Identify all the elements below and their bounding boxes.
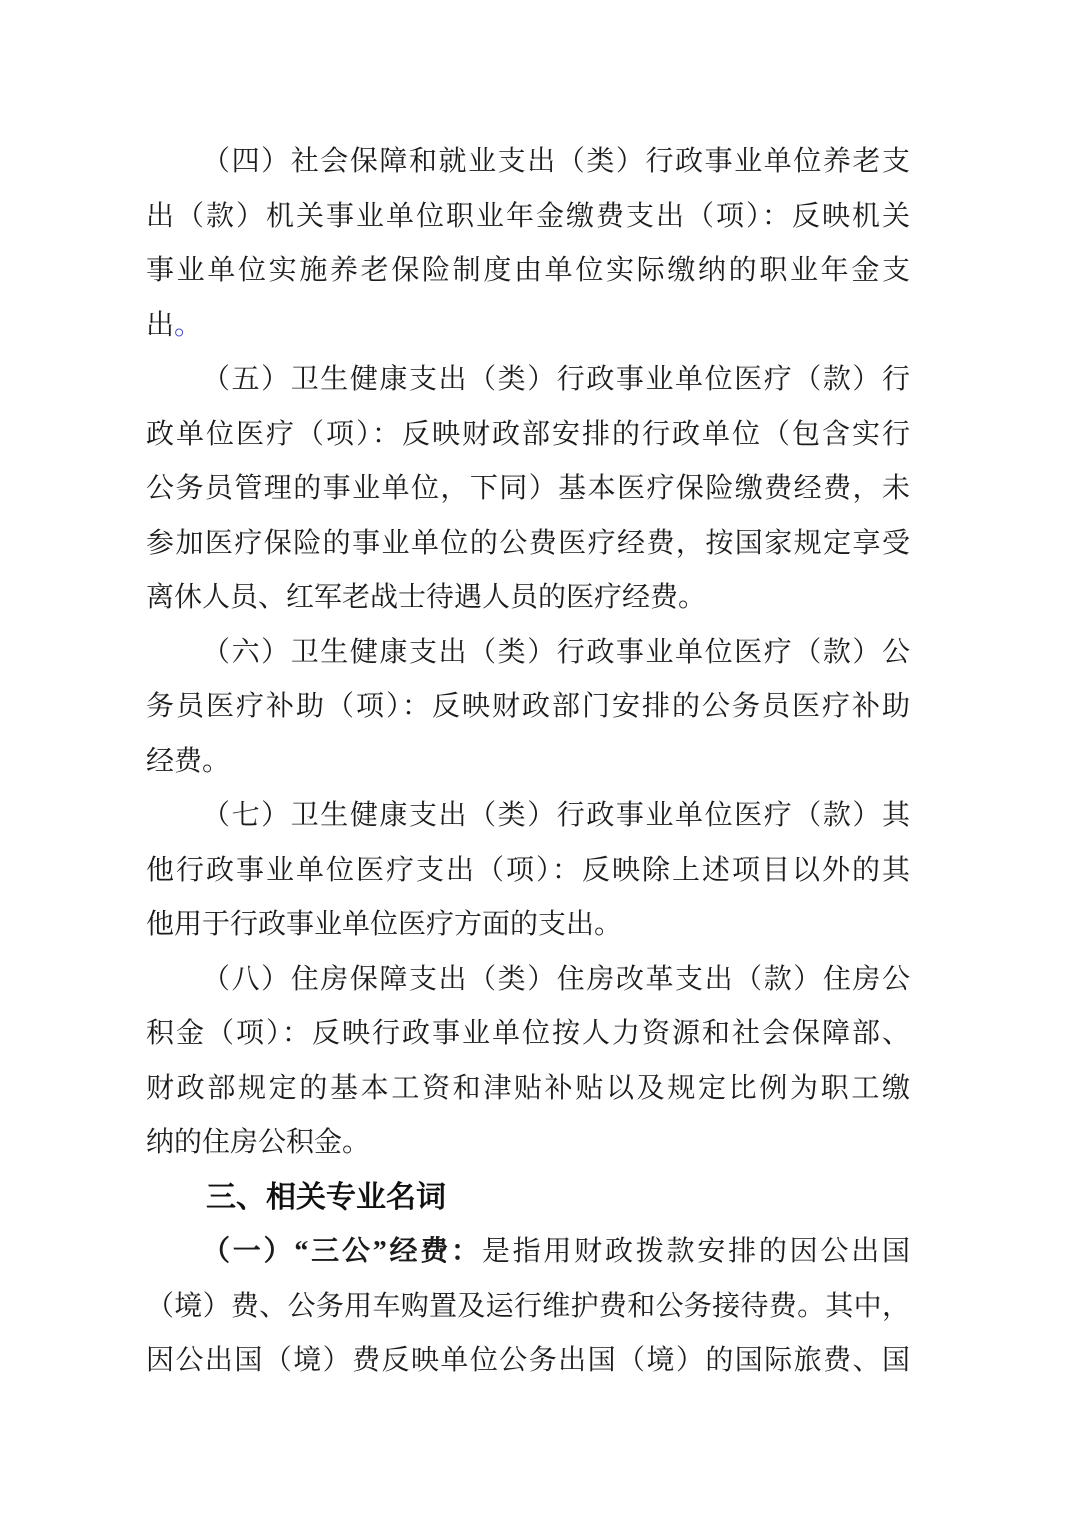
text-line: 他用于行政事业单位医疗方面的支出。 [146,909,623,940]
text-line: （八）住房保障支出（类）住房改革支出（款）住房公 [202,963,910,995]
text-line: 参加医疗保险的事业单位的公费医疗经费，按国家规定享受 [146,527,910,559]
text-line: 他行政事业单位医疗支出（项）：反映除上述项目以外的其 [146,854,910,886]
text-line: 财政部规定的基本工资和津贴补贴以及规定比例为职工缴 [146,1072,910,1104]
text-line [146,1225,910,1280]
text-line: 离休人员、红军老战士待遇人员的医疗经费。 [146,582,707,613]
text-line: （五）卫生健康支出（类）行政事业单位医疗（款）行 [202,364,910,395]
text-line: 出（款）机关事业单位职业年金缴费支出（项）：反映机关 [146,200,910,232]
paragraph-seven [146,789,910,953]
text-line: 务员医疗补助（项）：反映财政部门安排的公务员医疗补助 [146,691,910,722]
paragraph-one [146,1225,910,1389]
paragraph-four-last-text: 出 [146,309,175,341]
text-line: 事业单位实施养老保险制度由单位实际缴纳的职业年金支 [146,255,910,286]
text-line: （七）卫生健康支出（类）行政事业单位医疗（款）其 [202,800,910,831]
text-line: 因公出国（境）费反映单位公务出国（境）的国际旅费、国 [146,1345,910,1376]
text-line: 经费。 [146,745,231,777]
paragraph-one-bold-lead: （一）“三公”经费： [202,1236,482,1267]
text-line: （四）社会保障和就业支出（类）行政事业单位养老支 [202,146,910,177]
blue-period: 。 [174,309,203,341]
paragraph-eight [146,953,910,1171]
text-line: 积金（项）：反映行政事业单位按人力资源和社会保障部、 [146,1018,910,1049]
paragraph-one-lead-rest: 是指用财政拨款安排的因公出国 [481,1236,910,1267]
document-body [146,135,910,1389]
section-heading: 三、相关专业名词 [206,1180,446,1214]
paragraph-five [146,353,910,626]
text-line: 政单位医疗（项）：反映财政部安排的行政单位（包含实行 [146,418,910,450]
text-line: 公务员管理的事业单位，下同）基本医疗保险缴费经费，未 [146,473,910,504]
text-line [146,299,910,354]
paragraph-four [146,135,910,353]
paragraph-six [146,626,910,790]
text-line: 纳的住房公积金。 [146,1127,371,1158]
text-line: （境）费、公务用车购置及运行维护费和公务接待费。其中， [146,1290,910,1322]
text-line: （六）卫生健康支出（类）行政事业单位医疗（款）公 [202,636,910,668]
